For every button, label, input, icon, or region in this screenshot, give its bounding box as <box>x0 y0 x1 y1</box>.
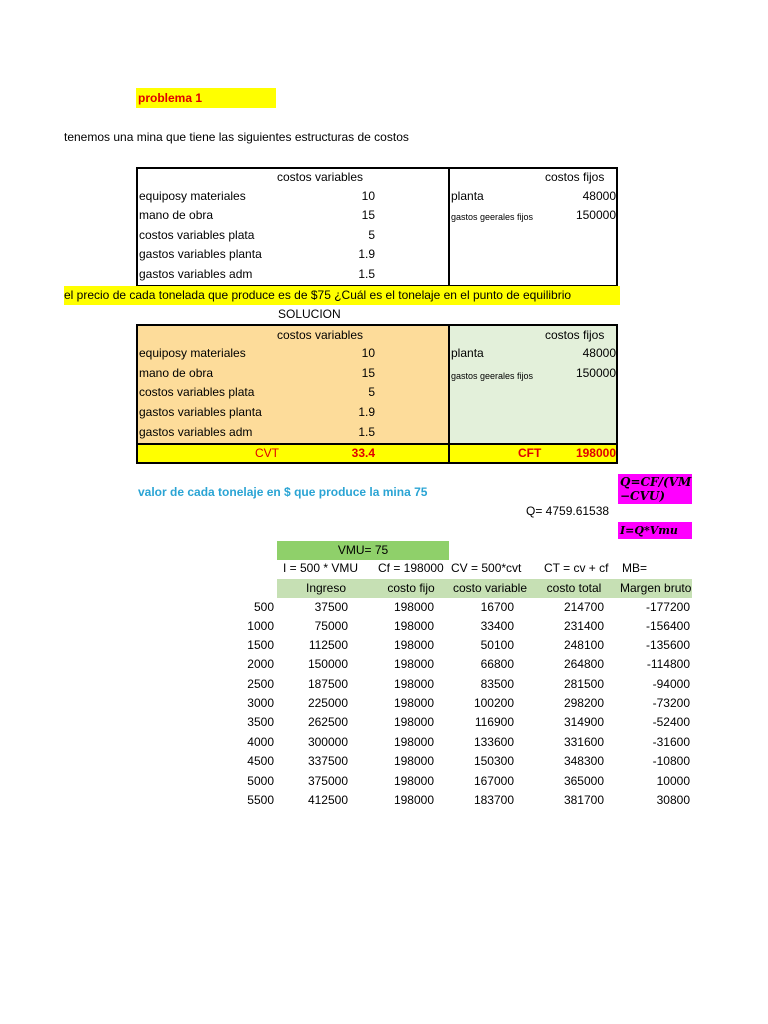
value-statement: valor de cada tonelaje en $ que produce la mina 75 <box>138 485 428 499</box>
cell-tonelaje: 2500 <box>247 677 274 691</box>
cell-costo-variable: 83500 <box>480 677 514 691</box>
table-row <box>0 636 768 655</box>
var-label: gastos variables planta <box>139 247 262 261</box>
cvt-value: 33.4 <box>351 446 375 460</box>
cell-costo-fijo: 198000 <box>393 735 434 749</box>
cell-ingreso: 262500 <box>307 715 348 729</box>
problem-title: problema 1 <box>136 88 276 108</box>
cell-costo-fijo: 198000 <box>393 754 434 768</box>
formula-i-box: I=Q*Vmu <box>618 522 692 539</box>
cell-ingreso: 187500 <box>307 677 348 691</box>
cell-costo-total: 248100 <box>563 638 604 652</box>
cell-costo-variable: 133600 <box>473 735 514 749</box>
cell-ingreso: 150000 <box>307 657 348 671</box>
formula-costo-variable: CV = 500*cvt <box>451 561 522 575</box>
fixed-label: gastos geerales fijos <box>451 371 534 381</box>
cell-costo-fijo: 198000 <box>393 793 434 807</box>
col-header-margen-bruto: Margen bruto <box>620 581 692 595</box>
col-header-costo-variable: costo variable <box>452 581 528 595</box>
cell-costo-total: 214700 <box>563 600 604 614</box>
cell-costo-fijo: 198000 <box>393 774 434 788</box>
cell-costo-variable: 167000 <box>473 774 514 788</box>
cell-margen-bruto: 30800 <box>656 793 690 807</box>
fixed-costs-box <box>448 324 618 445</box>
cell-costo-total: 231400 <box>563 619 604 633</box>
cell-margen-bruto: -156400 <box>645 619 690 633</box>
formula-mb: MB= <box>622 561 648 575</box>
cell-ingreso: 300000 <box>307 735 348 749</box>
cell-margen-bruto: -52400 <box>652 715 690 729</box>
cell-costo-variable: 33400 <box>480 619 514 633</box>
cell-tonelaje: 4500 <box>247 754 274 768</box>
var-value: 1.9 <box>358 405 375 419</box>
cell-margen-bruto: 10000 <box>656 774 690 788</box>
cell-tonelaje: 1000 <box>247 619 274 633</box>
cell-costo-fijo: 198000 <box>393 638 434 652</box>
formula-q-line2: −CVU) <box>620 489 666 503</box>
cell-margen-bruto: -114800 <box>646 657 690 671</box>
var-label: gastos variables adm <box>139 425 253 439</box>
formula-q-box <box>618 474 692 504</box>
cell-tonelaje: 4000 <box>247 735 274 749</box>
cell-costo-total: 348300 <box>563 754 604 768</box>
cell-ingreso: 112500 <box>308 638 348 652</box>
cell-costo-total: 365000 <box>563 774 604 788</box>
var-value: 1.5 <box>358 267 375 281</box>
cell-costo-total: 381700 <box>563 793 604 807</box>
cell-ingreso: 37500 <box>314 600 348 614</box>
cell-ingreso: 75000 <box>314 619 348 633</box>
variable-costs-header: costos variables <box>276 328 364 342</box>
cell-ingreso: 337500 <box>307 754 348 768</box>
cell-ingreso: 375000 <box>307 774 348 788</box>
fixed-label: planta <box>451 189 484 203</box>
cell-costo-fijo: 198000 <box>393 657 434 671</box>
var-label: costos variables plata <box>139 385 255 399</box>
cell-margen-bruto: -31600 <box>652 735 690 749</box>
fixed-label: gastos geerales fijos <box>451 212 534 222</box>
table-row <box>0 655 768 674</box>
cell-tonelaje: 3500 <box>247 715 274 729</box>
q-result: Q= 4759.61538 <box>526 504 610 518</box>
cell-margen-bruto: -177200 <box>645 600 690 614</box>
fixed-costs-header: costos fijos <box>545 170 605 184</box>
table-row <box>0 752 768 771</box>
fixed-value: 48000 <box>582 189 616 203</box>
cell-costo-variable: 66800 <box>480 657 514 671</box>
variable-costs-header: costos variables <box>276 170 364 184</box>
cell-costo-variable: 50100 <box>480 638 514 652</box>
cell-tonelaje: 5500 <box>247 793 274 807</box>
cell-ingreso: 412500 <box>307 793 348 807</box>
cell-ingreso: 225000 <box>307 696 348 710</box>
cell-margen-bruto: -135600 <box>645 638 690 652</box>
var-value: 10 <box>361 189 375 203</box>
intro-text: tenemos una mina que tiene las siguientes estructuras de costos <box>64 130 409 144</box>
cell-costo-total: 331600 <box>563 735 604 749</box>
var-label: gastos variables adm <box>139 267 253 281</box>
var-label: mano de obra <box>139 366 214 380</box>
col-header-costo-fijo: costo fijo <box>387 581 435 595</box>
var-value: 5 <box>368 385 375 399</box>
cell-costo-variable: 150300 <box>473 754 514 768</box>
cell-costo-total: 281500 <box>563 677 604 691</box>
table-row <box>0 713 768 732</box>
cft-value: 198000 <box>575 446 616 460</box>
cell-tonelaje: 5000 <box>247 774 274 788</box>
cell-margen-bruto: -73200 <box>652 696 690 710</box>
fixed-label: planta <box>451 346 484 360</box>
cell-costo-total: 264800 <box>563 657 604 671</box>
cvt-label: CVT <box>255 446 279 460</box>
table-row <box>0 617 768 636</box>
cell-costo-variable: 183700 <box>473 793 514 807</box>
cell-costo-total: 298200 <box>563 696 604 710</box>
var-label: mano de obra <box>139 208 214 222</box>
var-value: 15 <box>361 366 375 380</box>
fixed-value: 48000 <box>582 346 616 360</box>
cell-costo-total: 314900 <box>563 715 604 729</box>
cell-tonelaje: 500 <box>253 600 274 614</box>
col-header-costo-total: costo total <box>546 581 602 595</box>
cell-margen-bruto: -94000 <box>652 677 690 691</box>
cell-costo-fijo: 198000 <box>393 600 434 614</box>
cell-costo-fijo: 198000 <box>393 619 434 633</box>
cft-label: CFT <box>518 446 542 460</box>
var-label: equiposy materiales <box>139 189 246 203</box>
var-label: equiposy materiales <box>139 346 246 360</box>
vmu-label: VMU= 75 <box>277 541 449 560</box>
table-row <box>0 772 768 791</box>
var-label: gastos variables planta <box>139 405 262 419</box>
cell-costo-fijo: 198000 <box>393 696 434 710</box>
cell-costo-variable: 116900 <box>474 715 514 729</box>
var-value: 1.5 <box>358 425 375 439</box>
fixed-value: 150000 <box>575 366 616 380</box>
cvt-box <box>136 443 450 464</box>
var-value: 5 <box>368 228 375 242</box>
var-value: 15 <box>361 208 375 222</box>
var-label: costos variables plata <box>139 228 255 242</box>
table-row <box>0 694 768 713</box>
fixed-costs-box <box>448 167 618 287</box>
col-header-ingreso: Ingreso <box>305 581 347 595</box>
var-value: 10 <box>361 346 375 360</box>
table-row <box>0 791 768 810</box>
formula-costo-total: CT = cv + cf <box>544 561 609 575</box>
formula-costo-fijo: Cf = 198000 <box>378 561 444 575</box>
table-row <box>0 598 768 617</box>
cell-costo-variable: 16700 <box>480 600 514 614</box>
fixed-value: 150000 <box>575 208 616 222</box>
table-row <box>0 675 768 694</box>
cell-margen-bruto: -10800 <box>652 754 690 768</box>
fixed-costs-header: costos fijos <box>545 328 605 342</box>
cell-tonelaje: 1500 <box>247 638 274 652</box>
solution-label: SOLUCION <box>278 307 341 321</box>
cell-costo-fijo: 198000 <box>393 715 434 729</box>
table-row <box>0 733 768 752</box>
var-value: 1.9 <box>358 247 375 261</box>
cell-costo-fijo: 198000 <box>393 677 434 691</box>
cell-costo-variable: 100200 <box>473 696 514 710</box>
cell-tonelaje: 2000 <box>247 657 274 671</box>
formula-ingreso: I = 500 * VMU <box>283 561 359 575</box>
question-text: el precio de cada tonelada que produce es de $75 ¿Cuál es el tonelaje en el punto de equilibrio <box>64 286 620 305</box>
cell-tonelaje: 3000 <box>247 696 274 710</box>
formula-q-line1: Q=CF/(VM <box>620 475 692 489</box>
